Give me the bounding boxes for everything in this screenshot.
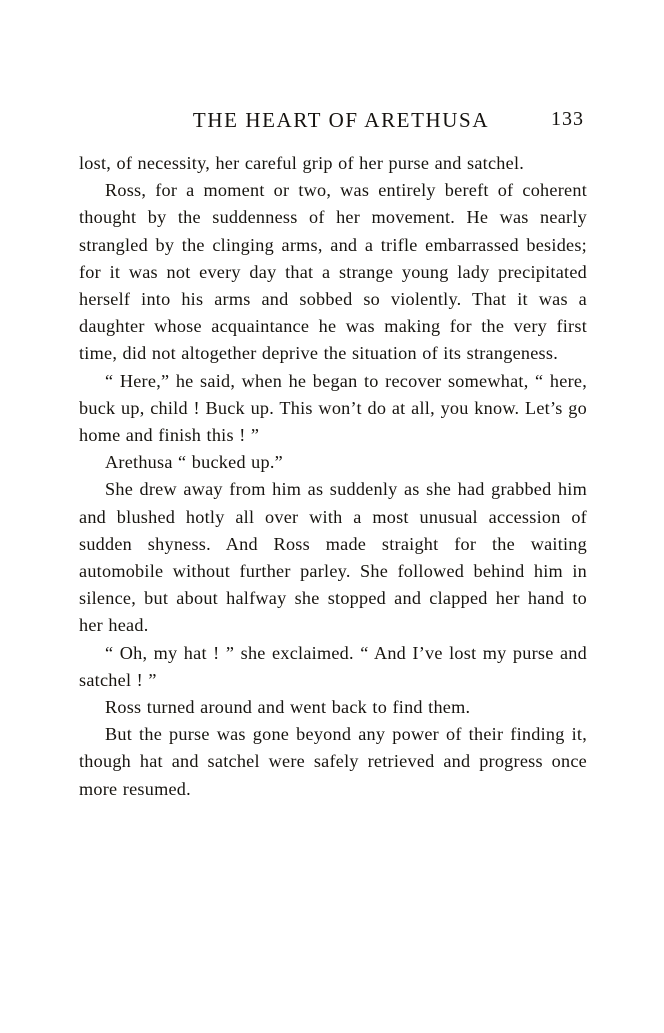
paragraph: But the purse was gone beyond any power of their finding it, though hat and satchel were safely retrieved and progress once more resumed. [79, 724, 587, 799]
paragraph: She drew away from him as suddenly as she had grabbed him and blushed hotly all over with a most unusual accession of sudden shyness. And Ross made straight for the waiting automobile without further parley. She followed behind him in silence, but about halfway she stopped and clapped her hand to her head. [79, 479, 587, 636]
paragraph: Arethusa “ bucked up.” [105, 452, 283, 473]
paragraph: Ross turned around and went back to find them. [105, 697, 471, 718]
paragraph: Ross, for a moment or two, was entirely bereft of coherent thought by the suddenness of her movement. He was nearly strangled by the clinging arms, and a trifle embarrassed besides; for it was not every day that a strange young lady precipitated herself into his arms and sobbed so violently. That it was a daughter whose acquaintance he was making for the very first time, did not altogether deprive the situation of its strangeness. [79, 180, 587, 364]
body-text [79, 150, 587, 803]
running-title: THE HEART OF ARETHUSA [192, 108, 490, 132]
paragraph: lost, of necessity, her careful grip of her purse and satchel. [79, 153, 525, 173]
page-header [40, 108, 624, 133]
page-number: 133 [551, 108, 584, 130]
paragraph: “ Oh, my hat ! ” she exclaimed. “ And I’ve lost my purse and satchel ! ” [79, 642, 587, 690]
paragraph: “ Here,” he said, when he began to recover somewhat, “ here, buck up, child ! Buck up. This won’t do at all, you know. Let’s go home and finish this ! ” [79, 370, 587, 446]
